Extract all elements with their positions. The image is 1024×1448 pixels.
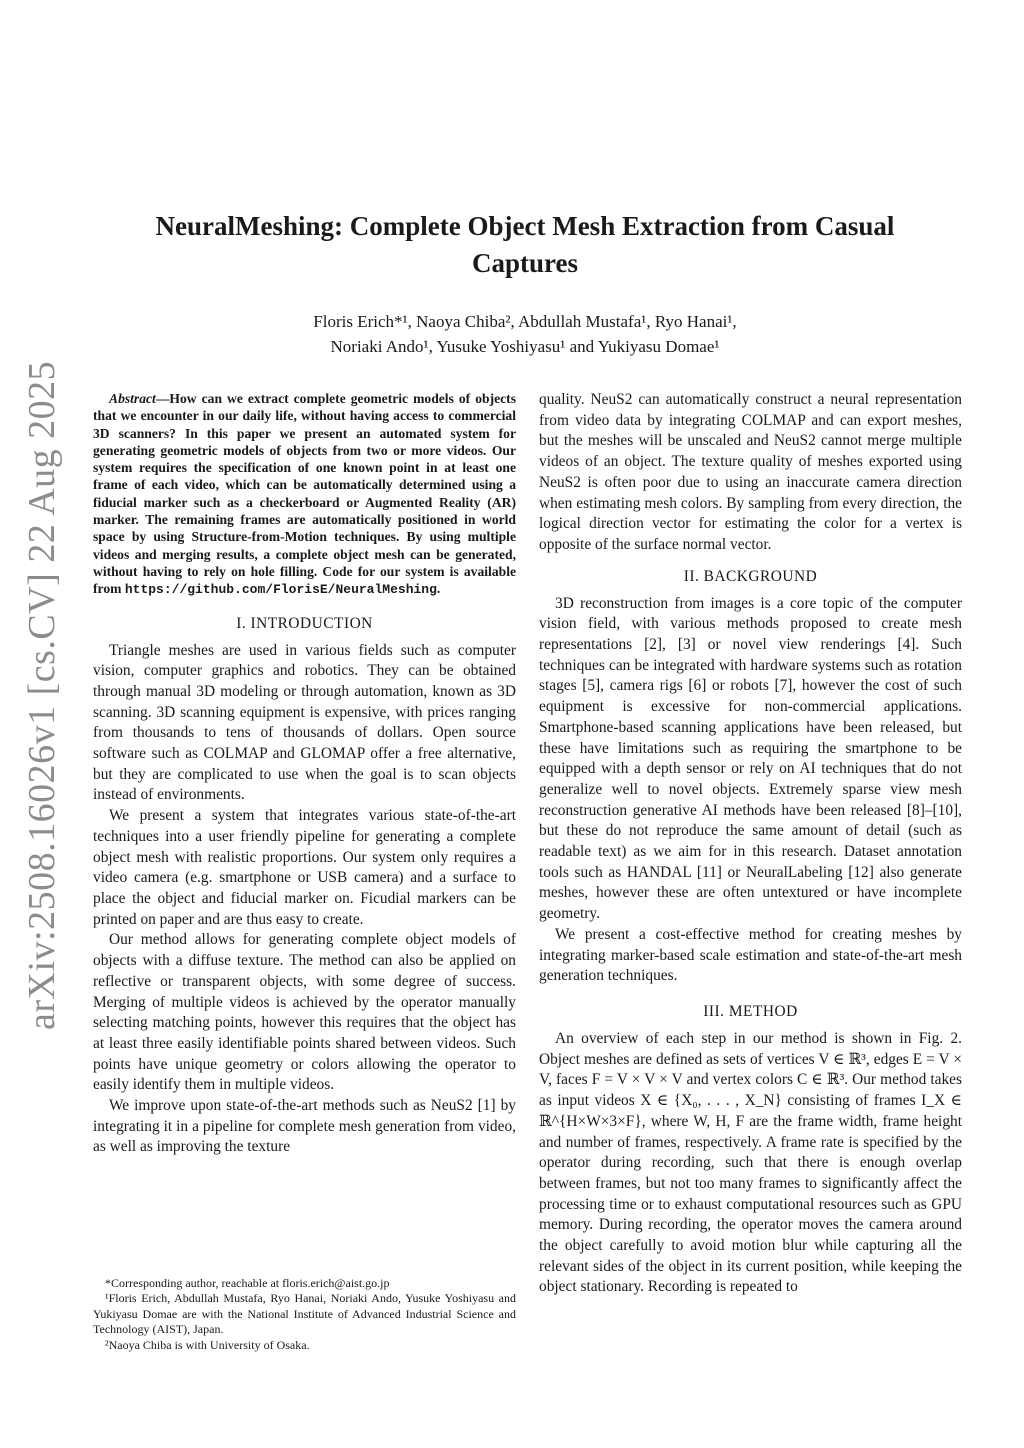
section-heading-background: II. BACKGROUND [683,567,818,585]
background-paragraph-1: 3D reconstruction from images is a core topic of the computer vision field, with various methods proposed to create mesh representations [2], [3] or novel view renderings [4]. Such techniques can be integrated with hardware systems such as rotation stages [5], camera rigs [6] or robots [7], however the cost of such equipment is excessive for non-commercial applications. Smartphone-based scanning applications have been released, but these have limitations such as requiring the smartphone to be equipped with a depth sensor or rely on AI techniques that do not generalize well to novel objects. Extremely sparse view mesh reconstruction generative AI methods have been released [8]–[10], but these do not reproduce the same amount of detail (such as readable text) as we aim for in this research. Dataset annotation tools such as HANDAL [11] or NeuralLabeling [12] also generate meshes, however these are often untextured or have incomplete geometry. [539,594,962,923]
intro-paragraph-4: We improve upon state-of-the-art methods such as NeuS2 [1] by integrating it in a pipeline for complete mesh generation from video, as well as improving the texture [93,1097,516,1156]
footnote-affiliation-1: ¹Floris Erich, Abdullah Mustafa, Ryo Hanai, Noriaki Ando, Yusuke Yoshiyasu and Yukiyasu Domae are with the National Institute of Advanced Industrial Science and Technology (AIST), Japan. [93,1291,516,1337]
footnote-corresponding-author: *Corresponding author, reachable at floris.erich@aist.go.jp [105,1276,390,1290]
intro-paragraph-2: We present a system that integrates various state-of-the-art techniques into a user friendly pipeline for generating a complete object mesh with realistic proportions. Our system only requires a video camera (e.g. smartphone or USB camera) and a surface to place the object and fiducial marker on. Ficudial markers can be printed on paper and are thus easy to create. [93,807,516,928]
abstract-label: Abstract [109,391,156,406]
background-paragraph-2: We present a cost-effective method for creating meshes by integrating marker-based scale estimation and state-of-the-art mesh generation techniques. [539,925,962,985]
paper-title: NeuralMeshing: Complete Object Mesh Extraction from Casual Captures [155,211,895,278]
arxiv-identifier: arXiv:2508.16026v1 [cs.CV] 22 Aug 2025 [21,360,63,1030]
method-paragraph-1: An overview of each step in our method is shown in Fig. 2. Object meshes are defined as sets of vertices V ∈ ℝ³, edges E = V × V, faces F = V × V × V and vertex colors C ∈ ℝ³. Our method takes as input videos X ∈ {X₀, . . . , X_N} consisting of frames I_X ∈ ℝ^{H×W×3×F}, where W, H, F are the frame width, frame height and number of frames, respectively. A frame rate is specified by the operator during recording, such that there is enough overlap between frames, but not too many frames to significantly affect the processing time or to exhaust computational resources such as GPU memory. During recording, the operator moves the camera around the object carefully to avoid motion blur while capturing all the relevant sides of the object in its current position, while keeping the object stationary. Recording is repeated to [539,1029,962,1296]
author-line-2: Noriaki Ando¹, Yusuke Yoshiyasu¹ and Yukiyasu Domae¹ [330,337,720,356]
intro-continuation: quality. NeuS2 can automatically construct a neural representation from video data by integrating COLMAP and can export meshes, but the meshes will be unscaled and NeuS2 cannot merge multiple videos of an object. The texture quality of meshes exported using NeuS2 is often poor due to using an inaccurate camera direction when estimating mesh colors. By sampling from every direction, the logical direction vector for estimating the color for a vertex is opposite of the surface normal vector. [539,391,962,553]
abstract-text: —How can we extract complete geometric models of objects that we encounter in our daily life, without having access to commercial 3D scanners? In this paper we present an automated system for generating geometric models of objects from two or more videos. Our system requires the specification of one known point in at least one frame of each video, which can be automatically determined using a fiducial marker such as a checkerboard or Augmented Reality (AR) marker. The remaining frames are automatically positioned in world space by using Structure-from-Motion techniques. By using multiple videos and merging results, a complete object mesh can be generated, without having to rely on hole filling. Code for our system is available from [93,391,516,597]
left-column [93,390,516,1158]
abstract [93,390,516,599]
author-list [180,309,870,359]
section-heading-method: III. METHOD [703,1002,798,1020]
author-line-1: Floris Erich*¹, Naoya Chiba², Abdullah Mustafa¹, Ryo Hanai¹, [313,312,737,331]
right-column [539,390,962,1298]
code-link[interactable]: https://github.com/FlorisE/NeuralMeshing [124,582,437,598]
intro-paragraph-1: Triangle meshes are used in various fields such as computer vision, computer graphics and robotics. They can be obtained through manual 3D modeling or through automation, known as 3D scanning. 3D scanning equipment is expensive, with prices ranging from thousands to tens of thousands of dollars. Open source software such as COLMAP and GLOMAP offer a free alternative, but they are complicated to use when the goal is to scan objects instead of environments. [93,641,516,804]
abstract-end: . [436,581,441,597]
footnote-affiliation-2: ²Naoya Chiba is with University of Osaka. [105,1337,310,1352]
section-heading-introduction: I. INTRODUCTION [236,614,373,632]
footnotes [93,1276,516,1353]
intro-paragraph-3: Our method allows for generating complete object models of objects with a diffuse texture. The method can also be applied on reflective or transparent objects, with some degree of success. Merging of multiple videos is achieved by the operator manually selecting matching points, however this requires that the object has at least three easily identifiable points shared between videos. Such points have unique geometry or colors allowing the operator to easily identify them in multiple videos. [93,931,516,1094]
